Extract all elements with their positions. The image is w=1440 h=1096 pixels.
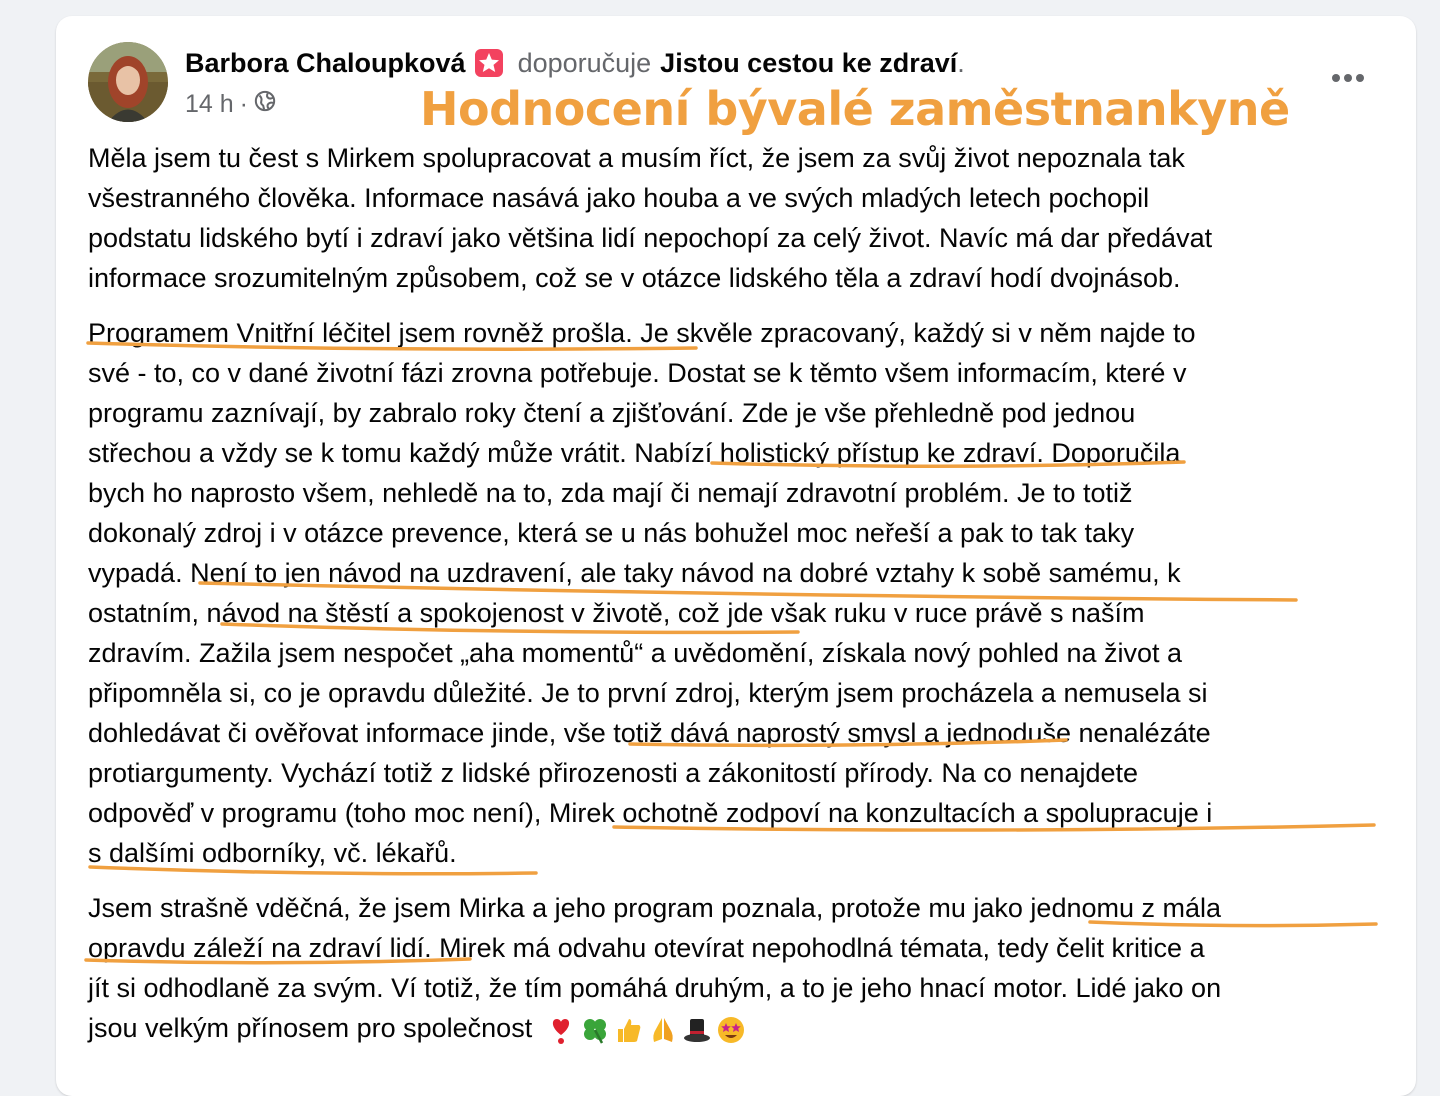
globe-icon[interactable] xyxy=(254,90,276,119)
text-line: opravdu záleží na zdraví lidí. Mirek má odvahu otevírat nepohodlná témata, tedy čelit kritice a xyxy=(88,933,1205,963)
recommend-verb: doporučuje xyxy=(517,47,652,78)
text-line: bych ho naprosto všem, nehledě na to, zda mají či nemají zdravotní problém. Je to totiž xyxy=(88,478,1133,508)
paragraph-3 xyxy=(88,888,1388,1048)
post-time[interactable]: 14 h xyxy=(185,89,234,118)
text-line: dokonalý zdroj i v otázce prevence, která se u nás bohužel moc neřeší a pak to tak taky xyxy=(88,518,1135,548)
text-line: jsou velkým přínosem pro společnost xyxy=(88,1013,533,1043)
page-name-suffix: . xyxy=(957,47,965,78)
text-line: odpověď v programu (toho moc není), Mirek ochotně zodpoví na konzultacích a spolupracuje i xyxy=(88,798,1213,828)
text-line: protiargumenty. Vychází totiž z lidské přirozenosti a zákonitostí přírody. Na co nenajdete xyxy=(88,758,1139,788)
text-line: zdravím. Zažila jsem nespočet „aha momentů“ a uvědomění, získala nový pohled na život a xyxy=(88,638,1183,668)
text-line: s dalšími odborníky, vč. lékařů. xyxy=(88,838,457,868)
overlay-title: Hodnocení bývalé zaměstnankyně xyxy=(420,82,1290,136)
avatar-photo xyxy=(88,42,168,122)
text-line: ostatním, návod na štěstí a spokojenost v životě, což jde však ruku v ruce právě s naším xyxy=(88,598,1145,628)
text-line: připomněla si, co je opravdu důležité. Je to první zdroj, kterým jsem procházela a nemusela si xyxy=(88,678,1208,708)
four-leaf-clover-icon xyxy=(580,1015,610,1045)
top-hat-icon xyxy=(682,1015,712,1045)
emoji-row xyxy=(546,1015,746,1045)
text-line: střechou a vždy se k tomu každý může vrátit. Nabízí holistický přístup ke zdraví. Doporučila xyxy=(88,438,1181,468)
text-line: vypadá. Není to jen návod na uzdravení, ale taky návod na dobré vztahy k sobě samému, k xyxy=(88,558,1181,588)
text-line: dohledávat či ověřovat informace jinde, vše totiž dává naprostý smysl a jednoduše nenalézáte xyxy=(88,718,1211,748)
post-meta xyxy=(185,88,276,120)
page-name-link[interactable]: Jistou cestou ke zdraví xyxy=(660,47,958,78)
star-struck-icon xyxy=(716,1015,746,1045)
folded-hands-icon xyxy=(648,1015,678,1045)
author-avatar[interactable] xyxy=(88,42,168,122)
heart-exclamation-icon xyxy=(546,1015,576,1045)
thumbs-up-icon xyxy=(614,1015,644,1045)
meta-separator: · xyxy=(239,89,248,118)
text-line: informace srozumitelným způsobem, což se v otázce lidského těla a zdraví hodí dvojnásob. xyxy=(88,263,1181,293)
author-name[interactable]: Barbora Chaloupková xyxy=(185,47,466,78)
paragraph-1 xyxy=(88,138,1388,298)
post-header xyxy=(185,44,965,82)
post-body xyxy=(88,138,1388,1048)
text-line: Programem Vnitřní léčitel jsem rovněž prošla. Je skvěle zpracovaný, každý si v něm najde to xyxy=(88,318,1196,348)
text-line: programu zaznívají, by zabralo roky čtení a zjišťování. Zde je vše přehledně pod jednou xyxy=(88,398,1136,428)
text-line: podstatu lidského bytí i zdraví jako většina lidí nepochopí za celý život. Navíc má dar předávat xyxy=(88,223,1213,253)
text-line: Měla jsem tu čest s Mirkem spolupracovat a musím říct, že jsem za svůj život nepoznala tak xyxy=(88,143,1185,173)
text-line: Jsem strašně vděčná, že jsem Mirka a jeho program poznala, protože mu jako jednomu z mála xyxy=(88,893,1222,923)
text-line: své - to, co v dané životní fázi zrovna potřebuje. Dostat se k těmto všem informacím, které v xyxy=(88,358,1187,388)
recommend-star-icon xyxy=(474,48,504,78)
text-line: všestranného člověka. Informace nasává jako houba a ve svých mladých letech pochopil xyxy=(88,183,1150,213)
more-options-icon[interactable] xyxy=(1322,60,1374,96)
paragraph-2 xyxy=(88,313,1388,873)
text-line: jít si odhodlaně za svým. Ví totiž, že tím pomáhá druhým, a to je jeho hnací motor. Lidé jako on xyxy=(88,973,1222,1003)
